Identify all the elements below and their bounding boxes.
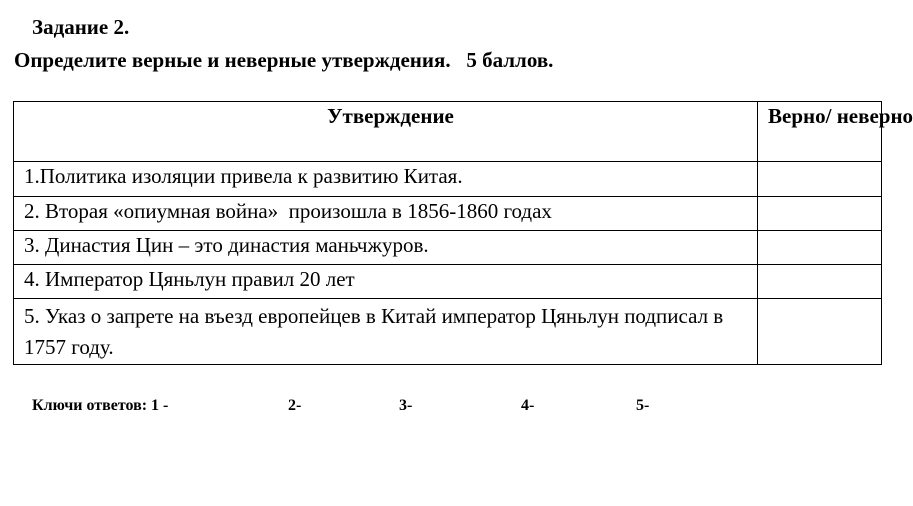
table-row bbox=[14, 231, 882, 265]
answer-key-2: 2- bbox=[288, 397, 302, 414]
answer-key-5: 5- bbox=[636, 397, 650, 414]
statements-table bbox=[13, 101, 913, 365]
statement-cell: 3. Династия Цин – это династия маньчжуров. bbox=[14, 231, 758, 265]
header-answer: Верно/ неверно bbox=[758, 102, 882, 162]
answer-cell[interactable] bbox=[758, 265, 882, 299]
answer-keys-label: Ключи ответов: 1 - bbox=[32, 397, 169, 414]
statement-cell: 4. Император Цяньлун правил 20 лет bbox=[14, 265, 758, 299]
answer-key-4: 4- bbox=[521, 397, 535, 414]
instruction-text: Определите верные и неверные утверждения. 5 баллов. bbox=[14, 48, 554, 72]
table-row bbox=[14, 197, 882, 231]
table-row bbox=[14, 265, 882, 299]
statement-cell: 5. Указ о запрете на въезд европейцев в Китай император Цяньлун подписал в 1757 году. bbox=[14, 299, 758, 365]
answer-cell[interactable] bbox=[758, 197, 882, 231]
answer-keys bbox=[32, 396, 732, 418]
header-statement: Утверждение bbox=[14, 102, 758, 162]
task-title: Задание 2. bbox=[32, 15, 130, 39]
table-row bbox=[14, 162, 882, 197]
statement-cell: 1.Политика изоляции привела к развитию Китая. bbox=[14, 162, 758, 197]
table-header-row bbox=[14, 102, 882, 162]
statement-cell: 2. Вторая «опиумная война» произошла в 1856-1860 годах bbox=[14, 197, 758, 231]
answer-cell[interactable] bbox=[758, 231, 882, 265]
answer-cell[interactable] bbox=[758, 299, 882, 365]
answer-key-3: 3- bbox=[399, 397, 413, 414]
answer-cell[interactable] bbox=[758, 162, 882, 197]
table-row bbox=[14, 299, 882, 365]
